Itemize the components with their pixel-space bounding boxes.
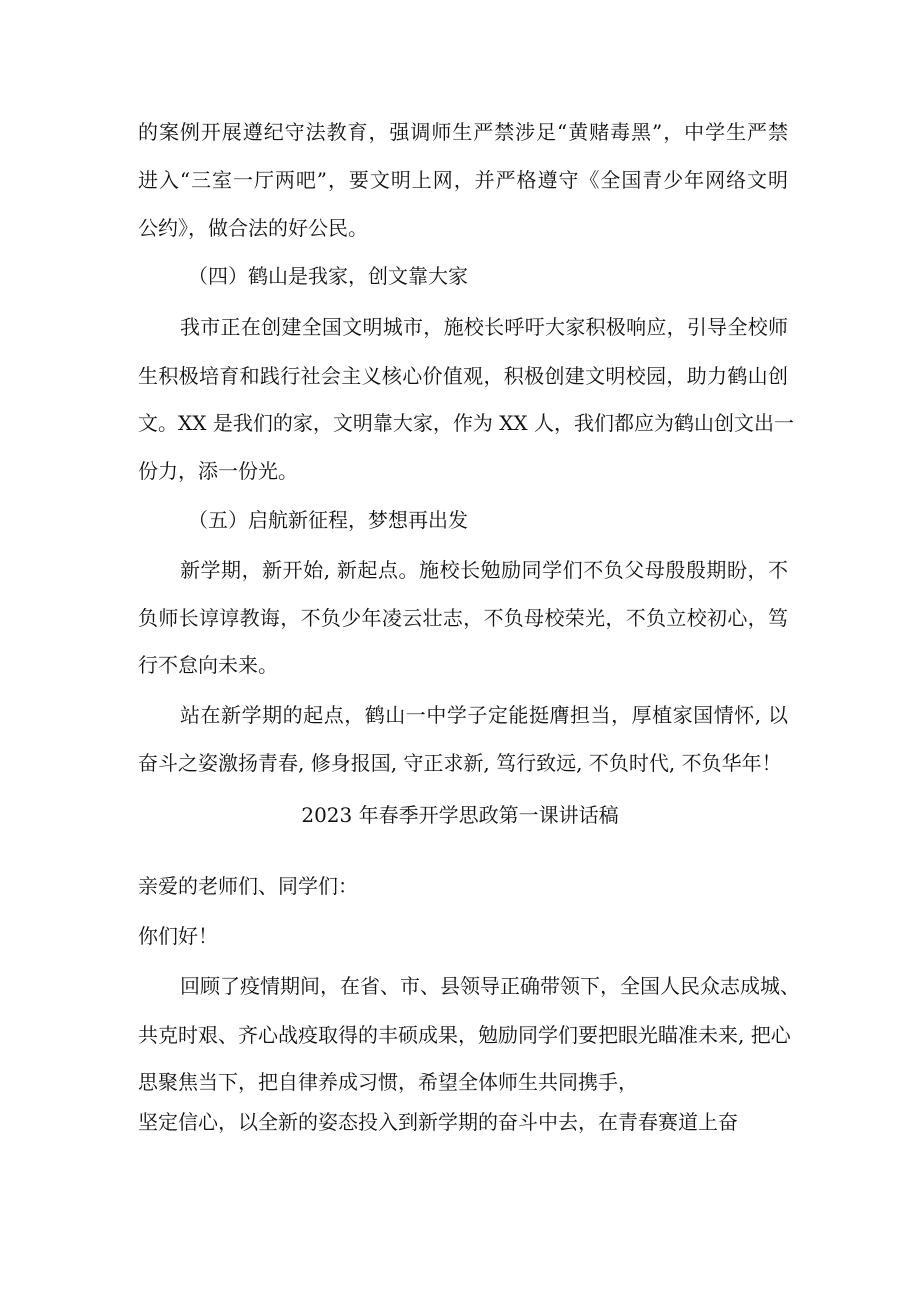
paragraph-line: 行不怠向未来。: [138, 653, 278, 677]
paragraph-line: 生积极培育和践行社会主义核心价值观，积极创建文明校园，助力鹤山创: [138, 364, 788, 388]
document-title: 2023 年春季开学思政第一课讲话稿: [301, 803, 619, 827]
paragraph-line: 新学期，新开始, 新起点。施校长勉励同学们不负父母殷殷期盼，不: [180, 558, 788, 582]
section-heading-4: （四）鹤山是我家，创文靠大家: [188, 264, 468, 288]
paragraph-line: 思聚焦当下，把自律养成习惯，希望全体师生共同携手，: [138, 1070, 638, 1094]
paragraph-line: 奋斗之姿激扬青春, 修身报国, 守正求新, 笃行致远, 不负时代, 不负华年！: [138, 751, 782, 775]
paragraph-line: 的案例开展遵纪守法教育，强调师生严禁涉足“黄赌毒黑”，中学生严禁: [138, 120, 788, 144]
paragraph-line: 份力，添一份光。: [138, 459, 298, 483]
paragraph-line: 共克时艰、齐心战疫取得的丰硕成果，勉励同学们要把眼光瞄准未来, 把心: [138, 1023, 791, 1047]
paragraph-line: 文。XX 是我们的家，文明靠大家，作为 XX 人，我们都应为鹤山创文出一: [138, 411, 795, 435]
paragraph-line: 负师长谆谆教诲，不负少年凌云壮志，不负母校荣光，不负立校初心，笃: [138, 606, 788, 630]
greeting: 你们好！: [138, 924, 218, 948]
section-heading-5: （五）启航新征程，梦想再出发: [188, 508, 468, 532]
paragraph-line: 坚定信心，以全新的姿态投入到新学期的奋斗中去，在青春赛道上奋: [138, 1110, 738, 1134]
paragraph-line: 公约》，做合法的好公民。: [138, 216, 368, 240]
paragraph-line: 我市正在创建全国文明城市，施校长呼吁大家积极响应，引导全校师: [180, 315, 788, 339]
paragraph-line: 站在新学期的起点，鹤山一中学子定能挺膺担当，厚植家国情怀, 以: [180, 703, 788, 727]
paragraph-line: 回顾了疫情期间，在省、市、县领导正确带领下，全国人民众志成城、: [180, 974, 800, 998]
salutation: 亲爱的老师们、同学们：: [138, 874, 358, 898]
paragraph-line: 进入“三室一厅两吧”，要文明上网，并严格遵守《全国青少年网络文明: [138, 168, 788, 192]
